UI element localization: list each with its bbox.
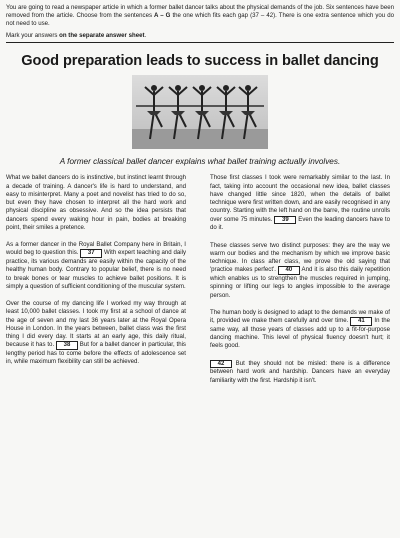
dancer-figure bbox=[192, 83, 212, 143]
article-subtitle: A former classical ballet dancer explains what ballet training actually involves. bbox=[59, 157, 341, 167]
paragraph-text: And it is also this daily repetition which enables us to strengthen the muscles required in jumping, spinning or lifting our legs to angles impossible to the average person. bbox=[210, 266, 390, 299]
gap-37[interactable]: 37 bbox=[80, 249, 102, 258]
paragraph-text: As a former dancer in the Royal Ballet Company here in Britain, I would beg to question this. bbox=[6, 241, 186, 257]
divider bbox=[6, 42, 394, 43]
answer-note-bold: on the separate answer sheet bbox=[59, 32, 145, 40]
instructions-text: . There is one extra sentence which you do not need to use. bbox=[6, 12, 394, 28]
paragraph bbox=[210, 360, 390, 385]
paragraph bbox=[6, 241, 186, 291]
paragraph bbox=[210, 242, 390, 300]
dancer-figure bbox=[216, 83, 236, 143]
instructions bbox=[6, 4, 394, 28]
exam-page bbox=[6, 4, 394, 384]
paragraph-text: Even the leading dancers have to do it. bbox=[210, 215, 390, 232]
answer-note-text: Mark your answers bbox=[6, 32, 60, 40]
paragraph-text: But they should not be misled: there is a difference between hard work and hardship. Dancers have an everyday familiarity with the first. Hardship it isn't. bbox=[210, 359, 390, 384]
dancer-figure bbox=[144, 83, 164, 143]
instructions-text: You are going to read a newspaper article in which a former ballet dancer talks about the physical demands of the job. Six sentences have been removed from the article. Choose from the sentences bbox=[6, 4, 394, 20]
paragraph-text: With expert teaching and daily practice, its various demands are easily within the capacity of the healthy human body. Contrary to popular belief, there is no need to break bones or tear muscles to achieve ballet positions. It is simply a question of sufficient conditioning of the muscular system. bbox=[6, 249, 186, 290]
left-column bbox=[6, 174, 186, 375]
paragraph bbox=[210, 309, 390, 351]
gap-41[interactable]: 41 bbox=[350, 317, 372, 326]
gap-38[interactable]: 38 bbox=[56, 341, 78, 350]
gap-39[interactable]: 39 bbox=[274, 216, 296, 225]
paragraph-text: The human body is designed to adapt to the demands we make of it, provided we make them carefully and over time. bbox=[210, 308, 390, 325]
right-column bbox=[210, 174, 390, 394]
gap-40[interactable]: 40 bbox=[278, 266, 300, 275]
paragraph-text: But for a ballet dancer in particular, this lengthy period has to come before the effects of adolescence set in, while maximum flexibility can still be achieved. bbox=[6, 341, 186, 366]
paragraph-text: Those first classes I took were remarkably similar to the last. In fact, taking into account the occasional new idea, ballet classes have changed little since 1820, when the details of ballet technique were first written down, and are easily recognised in any country. Starting with the left hand on the barre, the routine unrolls over some 75 minutes. bbox=[210, 174, 390, 223]
paragraph-text: In the same way, all those years of classes add up to a fit-for-purpose dancing machine. This level of physical fluency doesn't hurt; it feels good. bbox=[210, 317, 390, 350]
answer-note-text: . bbox=[144, 32, 147, 40]
paragraph bbox=[6, 300, 186, 367]
paragraph-text: These classes serve two distinct purposes: they are the way we warm our bodies and the mechanism by which we improve basic technique. In class after class, we prove the old saying that 'practice makes perfect'. bbox=[210, 241, 390, 274]
instructions-gaps: (37 – 42) bbox=[250, 12, 276, 20]
paragraph-text: Over the course of my dancing life I worked my way through at least 10,000 ballet classes. I took my first at a school of dance at the age of seven and my last 36 years later at the Royal Opera House in London. In the years between, ballet class was the first thing I did every day. It starts at an early age, this daily ritual, because it has to. bbox=[6, 300, 186, 349]
paragraph bbox=[210, 174, 390, 232]
instructions-range: A – G bbox=[154, 12, 171, 20]
instructions-text: the one which fits each gap bbox=[170, 12, 251, 20]
ballet-dancers-photo bbox=[132, 75, 268, 149]
dancer-figure bbox=[238, 83, 258, 143]
paragraph-text: What we ballet dancers do is instinctive, but instinct learnt through a decade of training. A dancer's life is hard to understand, and easy to misinterpret. Many a poet and novelist has tried to do so, but even they have chosen to interpret all the hard work and physical discipline as obsessive. And so the idea persists that dancers spend every waking hour in pain, bodies at breaking point, their smiles a pretence. bbox=[6, 174, 186, 231]
dancer-figure bbox=[168, 83, 188, 143]
paragraph bbox=[6, 174, 186, 232]
answer-note bbox=[6, 32, 394, 39]
article-title: Good preparation leads to success in ballet dancing bbox=[21, 53, 379, 70]
gap-42[interactable]: 42 bbox=[210, 360, 232, 369]
